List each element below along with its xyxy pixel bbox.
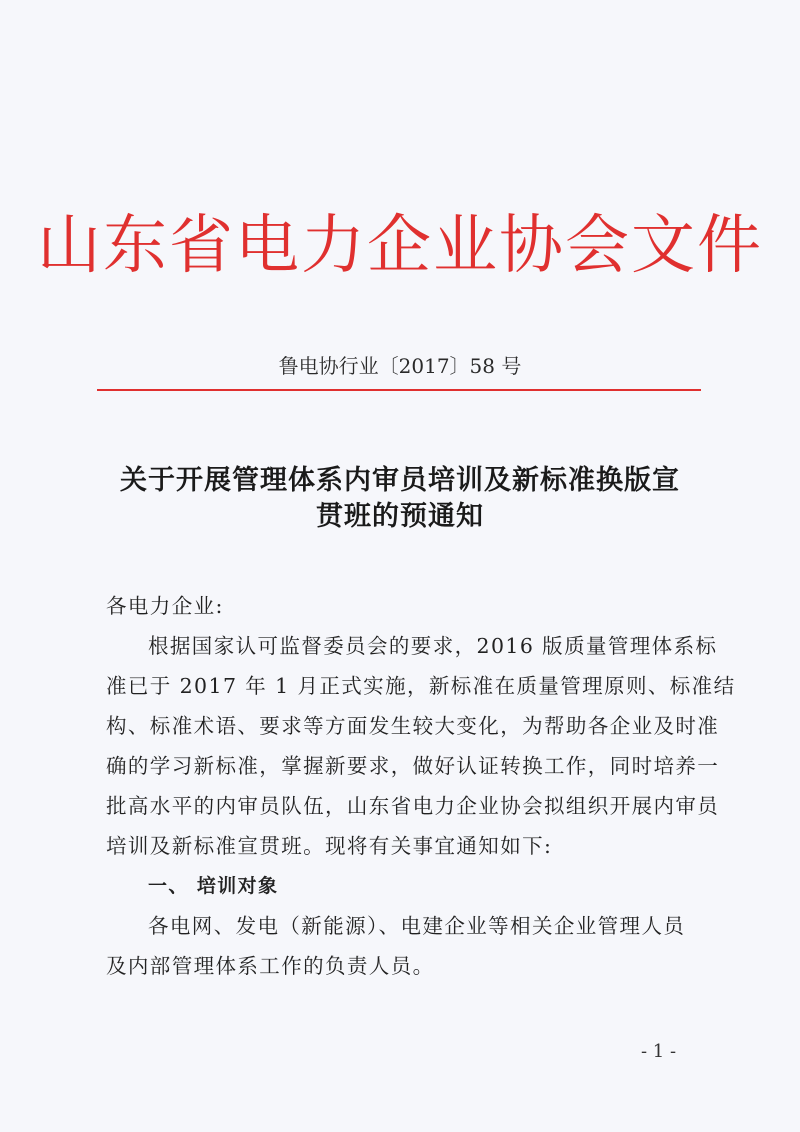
document-title-line-2: 贯班的预通知 <box>316 501 484 532</box>
red-divider-line <box>97 389 701 391</box>
document-number: 鲁电协行业〔2017〕58 号 <box>278 354 522 378</box>
section-1-line-1: 各电网、发电（新能源）、电建企业等相关企业管理人员 <box>148 914 686 938</box>
paragraph-1-line-1: 根据国家认可监督委员会的要求，2016 版质量管理体系标 <box>148 634 718 658</box>
section-1-heading: 一、 培训对象 <box>148 875 279 897</box>
document-title-line-1: 关于开展管理体系内审员培训及新标准换版宣 <box>120 465 680 496</box>
document-title <box>96 463 704 535</box>
org-header-title: 山东省电力企业协会文件 <box>37 209 763 283</box>
paragraph-1-line-6: 培训及新标准宣贯班。现将有关事宜通知如下: <box>106 834 553 858</box>
paragraph-1-line-2: 准已于 2017 年 1 月正式实施，新标准在质量管理原则、标准结 <box>106 674 736 698</box>
paragraph-1-line-5: 批高水平的内审员队伍，山东省电力企业协会拟组织开展内审员 <box>106 794 720 818</box>
salutation: 各电力企业: <box>106 594 224 618</box>
section-1-line-2: 及内部管理体系工作的负责人员。 <box>106 954 435 978</box>
document-body <box>106 586 736 986</box>
paragraph-1-line-4: 确的学习新标准，掌握新要求，做好认证转换工作，同时培养一 <box>106 754 720 778</box>
page-number: - 1 - <box>641 1041 677 1062</box>
paragraph-1-line-3: 构、标准术语、要求等方面发生较大变化，为帮助各企业及时准 <box>106 714 720 738</box>
